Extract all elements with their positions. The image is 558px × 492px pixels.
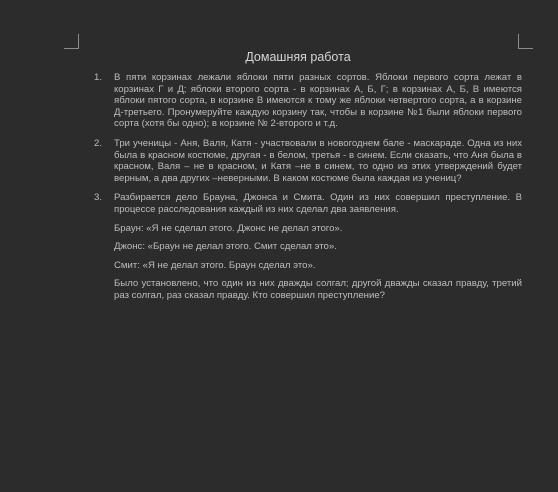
margin-corner-top-right [518, 34, 533, 49]
statement-jones: Джонс: «Браун не делал этого. Смит сделал это». [114, 241, 337, 253]
statement-smith: Смит: «Я не делал этого. Браун сделал это». [114, 259, 316, 271]
list-item-2 [94, 138, 522, 184]
document-title: Домашняя работа [245, 50, 351, 64]
list-number: 2. [94, 137, 103, 149]
list-item-1 [94, 72, 522, 130]
margin-corner-top-left [64, 34, 79, 49]
task-paragraph: В пяти корзинах лежали яблоки пяти разных сортов. Яблоки первого сорта лежат в корзинах Г и Д; яблоки второго сорта - в корзинах А, Б, Г; в корзинах А, Б, В имеются яблоки пятого сорта, в корзине В имеются к тому же яблоки четвертого сорта, а в корзине Д-третьего. Пронумеруйте каждую корзину так, чтобы в корзине №1 были яблоки первого сорта (хотя бы одно); в корзине № 2-второго и т.д. [114, 72, 522, 130]
list-number: 3. [94, 192, 103, 204]
list-number: 1. [94, 72, 103, 83]
statement-brown: Браун: «Я не сделал этого. Джонс не делал этого». [114, 222, 343, 234]
document-body [94, 72, 522, 310]
task-paragraph: Разбирается дело Брауна, Джонса и Смита. Один из них совершил преступление. В процессе расследования каждый из них сделал два заявления. [114, 192, 522, 215]
task-question: Было установлено, что один из них дважды солгал; другой дважды сказал правду, третий раз солгал, раз сказал правду. Кто совершил преступление? [114, 278, 522, 301]
task-paragraph: Три ученицы - Аня, Валя, Катя - участвовали в новогоднем бале - маскараде. Одна из них была в красном костюме, другая - в белом, третья - в синем. Если сказать, что Аня была в красном, Валя – не в красном, и Катя –не в синем, то одно из этих утверждений будет верным, а два других –неверными. В каком костюме была каждая из учениц? [114, 137, 522, 184]
list-item-3 [94, 192, 522, 301]
